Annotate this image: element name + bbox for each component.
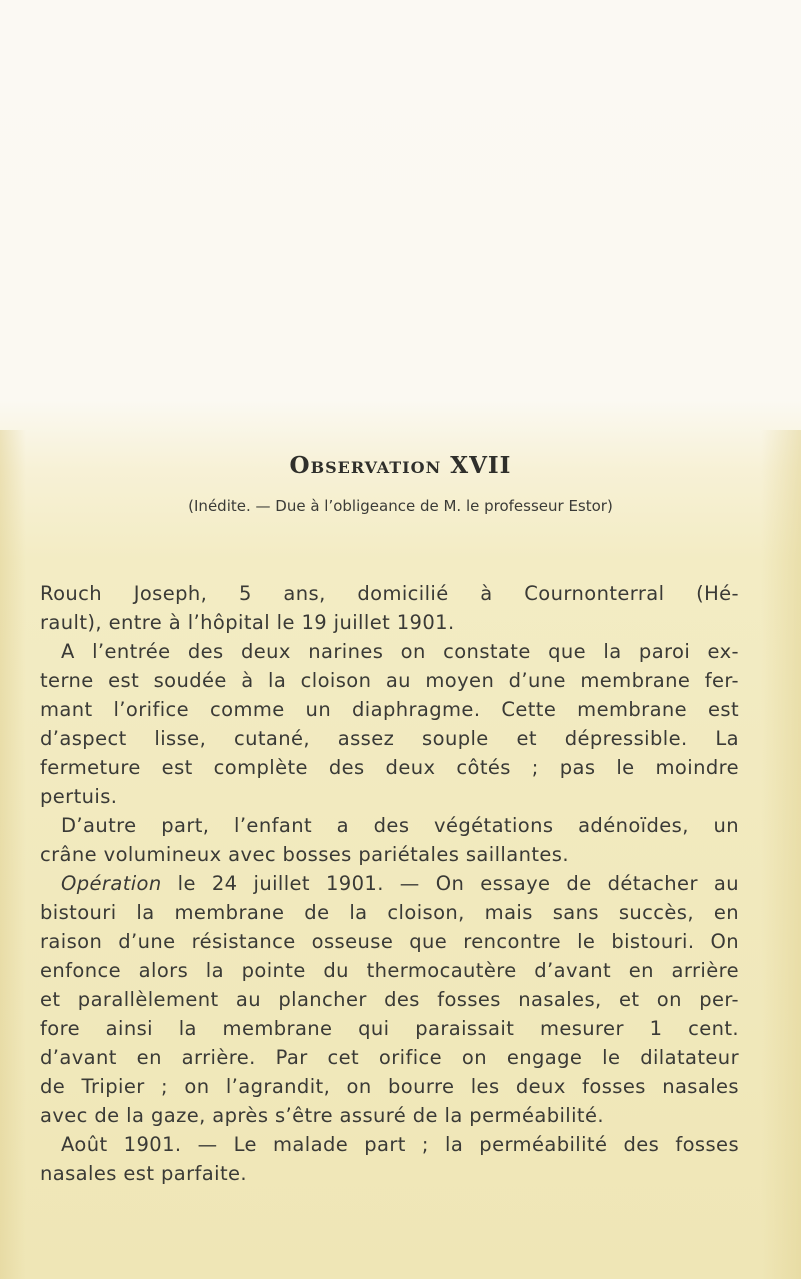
text-line: mant l’orifice comme un diaphragme. Cette membrane est [40, 698, 739, 721]
text-line: de Tripier ; on l’agrandit, on bourre les deux fosses nasales [40, 1075, 739, 1098]
text-line: raison d’une résistance osseuse que rencontre le bistouri. On [40, 930, 739, 953]
text-line: d’avant en arrière. Par cet orifice on engage le dilatateur [40, 1046, 739, 1069]
observation-body [40, 579, 739, 1188]
text-line: et parallèlement au plancher des fosses nasales, et on per- [40, 988, 739, 1011]
text-line: nasales est parfaite. [40, 1162, 248, 1185]
italic-term: Opération [61, 872, 162, 895]
text-line-rest: le 24 juillet 1901. — On essaye de détacher au [161, 872, 739, 895]
text-line: fore ainsi la membrane qui paraissait mesurer 1 cent. [40, 1017, 739, 1040]
text-line: enfonce alors la pointe du thermocautère d’avant en arrière [40, 959, 739, 982]
text-line: Août 1901. — Le malade part ; la perméabilité des fosses [61, 1133, 739, 1156]
text-line: avec de la gaze, après s’être assuré de la perméabilité. [40, 1104, 604, 1127]
text-line: d’aspect lisse, cutané, assez souple et dépressible. La [40, 727, 739, 750]
text-line: Rouch Joseph, 5 ans, domicilié à Cournonterral (Hé- [40, 582, 739, 605]
text-line: terne est soudée à la cloison au moyen d’une membrane fer- [40, 669, 739, 692]
text-line: crâne volumineux avec bosses pariétales saillantes. [40, 843, 569, 866]
observation-title: Observation XVII [289, 452, 512, 479]
text-line: D’autre part, l’enfant a des végétations adénoïdes, un [61, 814, 739, 837]
observation-subtitle: (Inédite. — Due à l’obligeance de M. le professeur Estor) [188, 497, 613, 515]
text-line: A l’entrée des deux narines on constate que la paroi ex- [61, 640, 739, 663]
text-line: fermeture est complète des deux côtés ; pas le moindre [40, 756, 739, 779]
text-line: pertuis. [40, 785, 118, 808]
text-line: rault), entre à l’hôpital le 19 juillet 1901. [40, 611, 455, 634]
text-line: bistouri la membrane de la cloison, mais sans succès, en [40, 901, 739, 924]
text-line [40, 869, 739, 898]
